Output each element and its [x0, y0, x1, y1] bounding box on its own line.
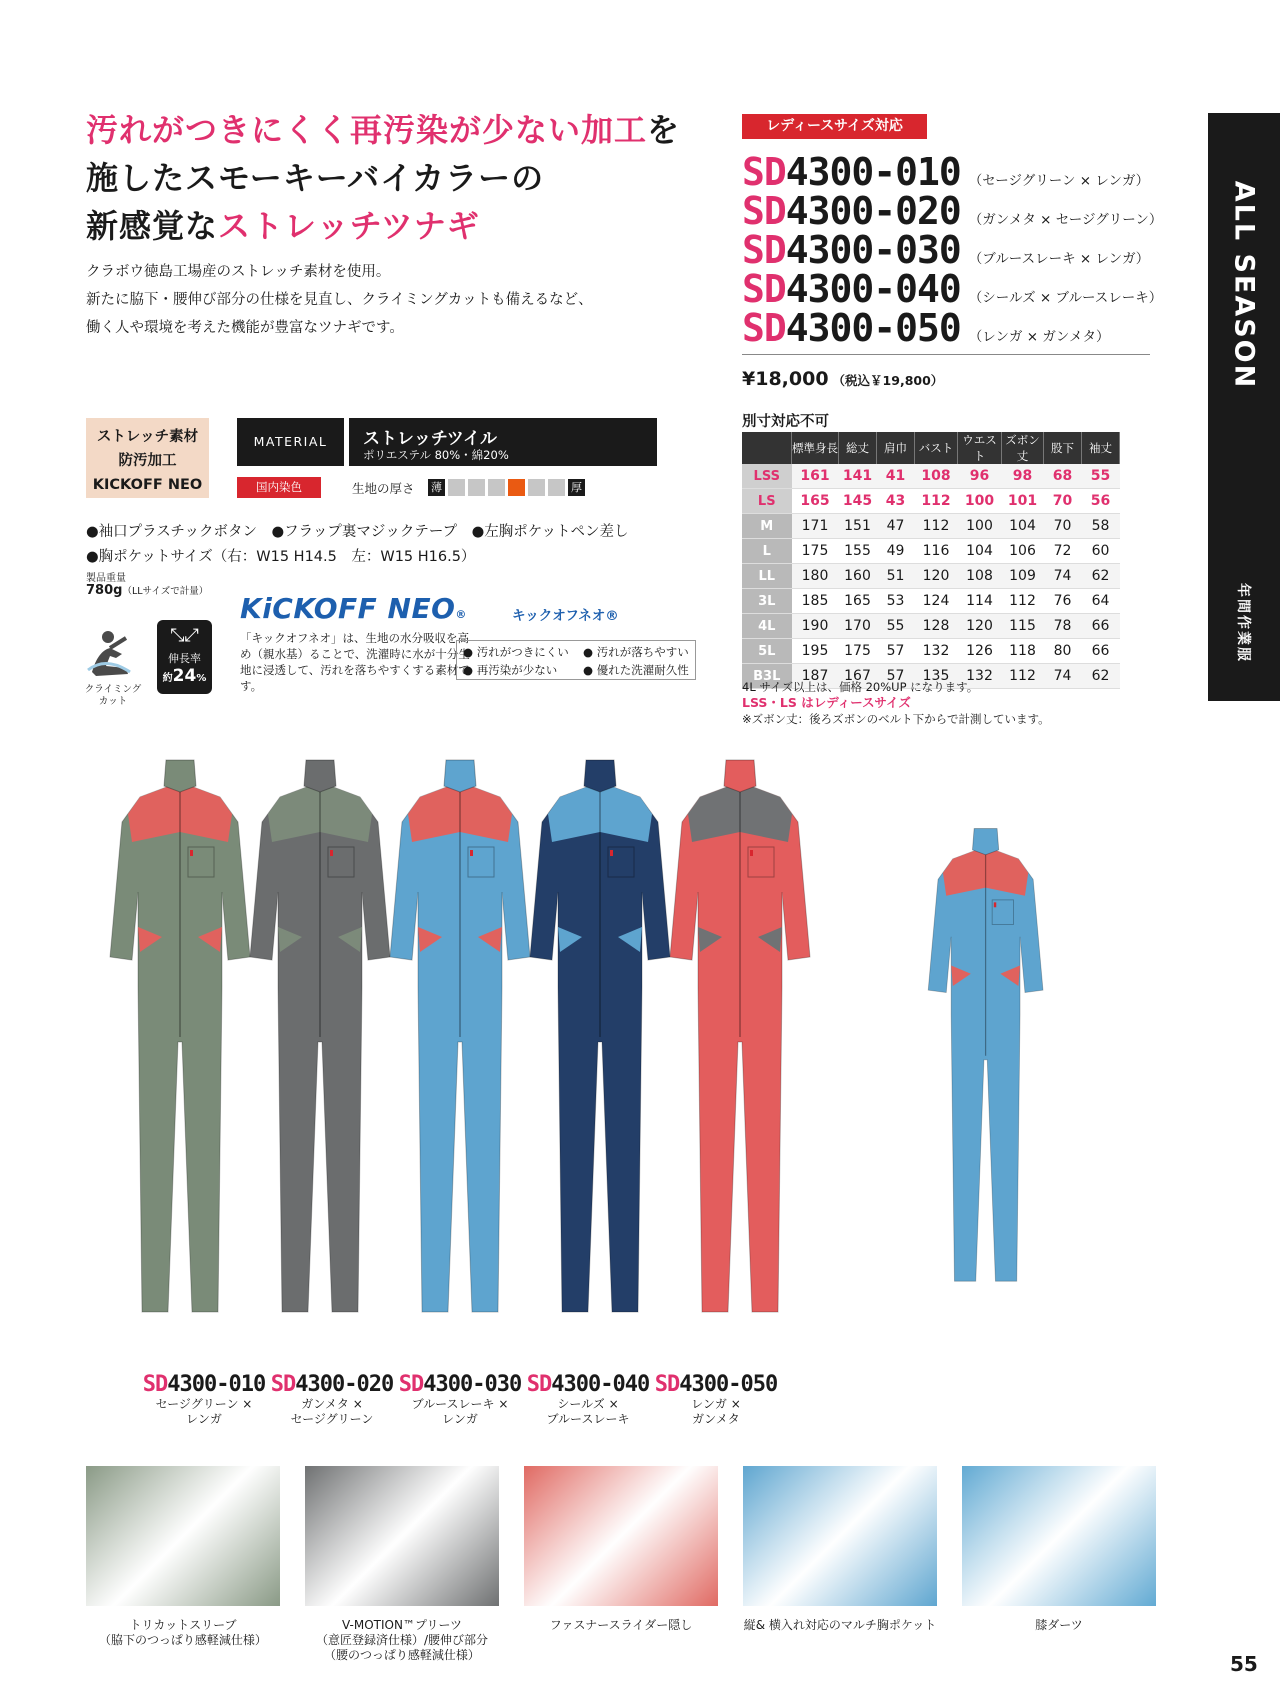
value-cell: 132 [958, 664, 1002, 689]
value-cell: 132 [915, 639, 958, 664]
benefit-item: ● 再汚染が少ない [463, 663, 558, 677]
table-row [742, 564, 1120, 589]
model-row [742, 228, 1152, 272]
detail-item [524, 1466, 718, 1663]
price-main: ¥18,000 [742, 368, 829, 390]
detail-label [86, 1618, 280, 1648]
model-color: （ブルースレーキ × レンガ） [968, 251, 1150, 267]
table-row [742, 539, 1120, 564]
detail-photo [524, 1466, 718, 1606]
product-photos [100, 752, 1190, 1372]
kickoff-logo-reg: ® [455, 608, 467, 621]
detail-label [743, 1618, 937, 1633]
model-row [742, 306, 1152, 350]
caption-prefix: SD [398, 1372, 424, 1397]
size-cell: 5L [742, 639, 792, 664]
intro-line: クラボウ徳島工場産のストレッチ素材を使用。 [86, 264, 391, 280]
coverall-collar [304, 760, 336, 792]
model-prefix: SD [742, 150, 786, 194]
detail-label [962, 1618, 1156, 1633]
value-cell: 151 [839, 514, 877, 539]
material-value [349, 418, 657, 466]
intro-line: 働く人や環境を考えた機能が豊富なツナギです。 [86, 320, 404, 336]
value-cell: 64 [1082, 589, 1120, 614]
value-cell: 80 [1044, 639, 1082, 664]
size-table-header-cell: ウエスト [958, 432, 1002, 464]
detail-photos [86, 1466, 1156, 1663]
caption-number: 4300-050 [679, 1372, 778, 1397]
size-table [742, 432, 1120, 689]
value-cell: 100 [958, 489, 1002, 514]
detail-label [305, 1618, 499, 1663]
size-cell: LSS [742, 464, 792, 489]
thickness-cell [528, 479, 545, 496]
value-cell: 74 [1044, 564, 1082, 589]
model-color: （シールズ × ブルースレーキ） [968, 290, 1163, 306]
size-table-header-cell: ズボン丈 [1002, 432, 1044, 464]
size-cell: L [742, 539, 792, 564]
kickoff-description: 「キックオフネオ」は、生地の水分吸収を高め（親水基）ることで、洗濯時に水が十分生地に浸透して、汚れを落ちやすくする素材です。 [240, 631, 470, 693]
caption-color: セージグリーン × [155, 1397, 253, 1411]
stretch-arrows-icon: ⤡⤢ [170, 625, 199, 646]
intro-text [86, 258, 593, 342]
model-number: 4300-050 [785, 306, 961, 350]
coverall-tag [330, 850, 333, 856]
coverall-tag [994, 902, 996, 907]
value-cell: 100 [958, 514, 1002, 539]
caption-color: ブルースレーキ [546, 1412, 630, 1426]
headline-line2: 施したスモーキーバイカラーの [86, 159, 545, 197]
table-row [742, 639, 1120, 664]
coverall-collar [164, 760, 196, 792]
value-cell: 116 [915, 539, 958, 564]
value-cell: 55 [1082, 464, 1120, 489]
weight-label: 製品重量 [86, 573, 126, 584]
value-cell: 78 [1044, 614, 1082, 639]
spec-line: ●袖口プラスチックボタン ●フラップ裏マジックテープ ●左胸ポケットペン差し [86, 524, 629, 540]
detail-item [86, 1466, 280, 1663]
size-cell: 3L [742, 589, 792, 614]
headline-line1-end: を [647, 111, 681, 149]
table-row [742, 614, 1120, 639]
value-cell: 41 [877, 464, 915, 489]
value-cell: 114 [958, 589, 1002, 614]
table-note: ※ズボン丈：後ろズボンのベルト下からで計測しています。 [742, 712, 1050, 726]
coverall-tag [190, 850, 193, 856]
caption-color: レンガ [186, 1412, 222, 1426]
model-number: 4300-040 [785, 267, 961, 311]
caption-number: 4300-040 [551, 1372, 650, 1397]
value-cell: 96 [958, 464, 1002, 489]
material-composition: ポリエステル 80%・綿20% [363, 448, 509, 462]
value-cell: 112 [915, 514, 958, 539]
value-cell: 74 [1044, 664, 1082, 689]
detail-photo [86, 1466, 280, 1606]
detail-photo [743, 1466, 937, 1606]
model-prefix: SD [742, 189, 786, 233]
value-cell: 112 [1002, 589, 1044, 614]
value-cell: 60 [1082, 539, 1120, 564]
model-code [742, 267, 961, 311]
value-cell: 57 [877, 639, 915, 664]
coverall-2 [250, 760, 390, 1312]
value-cell: 112 [1002, 664, 1044, 689]
coverall-tag [750, 850, 753, 856]
spec-line: ●胸ポケットサイズ（右：W15 H14.5 左：W15 H16.5） [86, 549, 476, 565]
caption-prefix: SD [526, 1372, 552, 1397]
product-caption [652, 1372, 780, 1427]
thickness-thick: 厚 [568, 479, 585, 496]
stretch-rate-badge [157, 620, 212, 694]
value-cell: 195 [792, 639, 839, 664]
value-cell: 135 [915, 664, 958, 689]
value-cell: 128 [915, 614, 958, 639]
coverall-5 [670, 760, 810, 1312]
value-cell: 104 [1002, 514, 1044, 539]
value-cell: 165 [839, 589, 877, 614]
size-table-note: 別寸対応不可 [742, 414, 829, 430]
model-color: （レンガ × ガンメタ） [968, 329, 1110, 345]
climb-label-line: カット [98, 696, 128, 707]
value-cell: 160 [839, 564, 877, 589]
value-cell: 56 [1082, 489, 1120, 514]
model-code [742, 150, 961, 194]
value-cell: 175 [839, 639, 877, 664]
size-cell: M [742, 514, 792, 539]
value-cell: 126 [958, 639, 1002, 664]
kickoff-logo-text: KiCKOFF NEO [240, 592, 456, 625]
model-code [742, 189, 961, 233]
value-cell: 70 [1044, 514, 1082, 539]
domestic-dye-badge: 国内染色 [237, 477, 321, 498]
table-note-ladies: LSS・LS はレディースサイズ [742, 695, 911, 710]
kickoff-benefits [456, 640, 696, 680]
value-cell: 161 [792, 464, 839, 489]
stretch-value: 24 [172, 666, 197, 686]
value-cell: 66 [1082, 639, 1120, 664]
detail-label [524, 1618, 718, 1633]
value-cell: 120 [915, 564, 958, 589]
coverall-3 [390, 760, 530, 1312]
value-cell: 55 [877, 614, 915, 639]
caption-color: ガンメタ × [301, 1397, 363, 1411]
thickness-cell [508, 479, 525, 496]
price [742, 368, 943, 390]
model-list [742, 150, 1163, 350]
detail-label-line: （脇下のつっぱり感軽減仕様） [99, 1633, 267, 1647]
model-number: 4300-020 [785, 189, 961, 233]
product-caption [140, 1372, 268, 1427]
detail-label-line: 縦& 横入れ対応のマルチ胸ポケット [743, 1618, 937, 1632]
benefit-item: ● 優れた洗濯耐久性 [583, 663, 689, 677]
thickness-scale [428, 479, 585, 496]
value-cell: 167 [839, 664, 877, 689]
coverall-back-view [928, 829, 1043, 1282]
size-cell: LL [742, 564, 792, 589]
kickoff-kana: キックオフネオ® [512, 608, 619, 624]
value-cell: 66 [1082, 614, 1120, 639]
intro-line: 新たに脇下・腰伸び部分の仕様を見直し、クライミングカットも備えるなど、 [86, 292, 593, 308]
caption-code [524, 1372, 652, 1397]
value-cell: 165 [792, 489, 839, 514]
value-cell: 170 [839, 614, 877, 639]
model-row [742, 150, 1152, 194]
material-name: ストレッチツイル [363, 429, 497, 449]
caption-code [652, 1372, 780, 1397]
material-label: MATERIAL [237, 418, 344, 466]
caption-code [268, 1372, 396, 1397]
feature-label: 防汚加工 [118, 453, 177, 469]
size-cell: B3L [742, 664, 792, 689]
spec-list [86, 520, 629, 570]
benefit-item: ● 汚れがつきにくい [463, 645, 569, 659]
value-cell: 171 [792, 514, 839, 539]
value-cell: 120 [958, 614, 1002, 639]
caption-code [396, 1372, 524, 1397]
value-cell: 108 [958, 564, 1002, 589]
product-caption [524, 1372, 652, 1427]
table-row [742, 464, 1120, 489]
size-cell: 4L [742, 614, 792, 639]
value-cell: 62 [1082, 564, 1120, 589]
thickness-cell [548, 479, 565, 496]
value-cell: 101 [1002, 489, 1044, 514]
caption-color: ブルースレーキ × [411, 1397, 509, 1411]
caption-number: 4300-010 [167, 1372, 266, 1397]
model-row [742, 267, 1163, 311]
value-cell: 104 [958, 539, 1002, 564]
value-cell: 118 [1002, 639, 1044, 664]
weight-value [86, 583, 208, 598]
stretch-value-wrap [157, 666, 212, 686]
caption-number: 4300-030 [423, 1372, 522, 1397]
caption-color: セージグリーン [290, 1412, 374, 1426]
thickness-cell [488, 479, 505, 496]
model-prefix: SD [742, 306, 786, 350]
detail-label-line: （意匠登録済仕様）/腰伸び部分 [315, 1633, 489, 1647]
value-cell: 62 [1082, 664, 1120, 689]
value-cell: 175 [792, 539, 839, 564]
value-cell: 70 [1044, 489, 1082, 514]
feature-label: KICKOFF NEO [92, 477, 203, 493]
value-cell: 115 [1002, 614, 1044, 639]
product-captions [140, 1372, 780, 1427]
table-row [742, 589, 1120, 614]
size-table-header-cell: 袖丈 [1082, 432, 1120, 464]
table-row [742, 514, 1120, 539]
detail-label-line: （腰のつっぱり感軽減仕様） [324, 1648, 480, 1662]
size-cell: LS [742, 489, 792, 514]
value-cell: 109 [1002, 564, 1044, 589]
value-cell: 187 [792, 664, 839, 689]
ladies-size-badge: レディースサイズ対応 [742, 114, 927, 139]
size-table-header-cell: 総丈 [839, 432, 877, 464]
weight-number: 780g [86, 583, 123, 598]
value-cell: 106 [1002, 539, 1044, 564]
model-color: （ガンメタ × セージグリーン） [968, 212, 1163, 228]
coverall-tag [610, 850, 613, 856]
product-caption [396, 1372, 524, 1427]
thickness-label: 生地の厚さ [352, 481, 415, 496]
coverall-4 [530, 760, 670, 1312]
weight-note: （LLサイズで計量） [122, 586, 209, 597]
model-row [742, 189, 1163, 233]
detail-label-line: トリカットスリーブ [129, 1618, 237, 1632]
value-cell: 76 [1044, 589, 1082, 614]
size-table-header-cell: 股下 [1044, 432, 1082, 464]
value-cell: 49 [877, 539, 915, 564]
detail-label-line: ファスナースライダー隠し [549, 1618, 693, 1632]
value-cell: 124 [915, 589, 958, 614]
value-cell: 53 [877, 589, 915, 614]
caption-code [140, 1372, 268, 1397]
climb-label-line: クライミング [84, 684, 142, 695]
coverall-tag [470, 850, 473, 856]
stretch-unit: % [196, 673, 207, 684]
caption-prefix: SD [270, 1372, 296, 1397]
value-cell: 98 [1002, 464, 1044, 489]
price-tax: （税込￥19,800） [832, 373, 944, 388]
model-prefix: SD [742, 267, 786, 311]
feature-label: ストレッチ素材 [96, 429, 199, 445]
value-cell: 47 [877, 514, 915, 539]
size-table-notes [742, 679, 1050, 727]
model-code [742, 228, 961, 272]
model-prefix: SD [742, 228, 786, 272]
caption-color: レンガ × [691, 1397, 741, 1411]
caption-color: シールズ × [557, 1397, 619, 1411]
detail-item [305, 1466, 499, 1663]
model-code [742, 306, 961, 350]
table-note: 4L サイズ以上は、価格 20%UP になります。 [742, 680, 979, 694]
value-cell: 68 [1044, 464, 1082, 489]
table-row [742, 489, 1120, 514]
model-color: （セージグリーン × レンガ） [968, 173, 1150, 189]
caption-color: ガンメタ [692, 1412, 740, 1426]
value-cell: 108 [915, 464, 958, 489]
season-label: ALL SEASON [1228, 180, 1260, 390]
caption-color: レンガ [442, 1412, 478, 1426]
detail-item [962, 1466, 1156, 1663]
coverall-1 [110, 760, 250, 1312]
thickness-cell [448, 479, 465, 496]
coverall-collar [724, 760, 756, 792]
category-label: 年間作業服 [1235, 583, 1251, 663]
size-table-header [742, 432, 1120, 464]
value-cell: 180 [792, 564, 839, 589]
value-cell: 58 [1082, 514, 1120, 539]
value-cell: 190 [792, 614, 839, 639]
size-table-header-cell: バスト [915, 432, 958, 464]
caption-prefix: SD [654, 1372, 680, 1397]
headline [86, 106, 680, 250]
value-cell: 43 [877, 489, 915, 514]
side-tab [1208, 113, 1280, 701]
size-table-header-cell: 肩巾 [877, 432, 915, 464]
divider [742, 354, 1150, 355]
thickness-thin: 薄 [428, 479, 445, 496]
climbing-cut-icon [86, 628, 136, 680]
size-table-header-cell: 標準身長 [792, 432, 839, 464]
climbing-cut-label [78, 684, 148, 708]
headline-line3-highlight: ストレッチツナギ [218, 207, 480, 245]
caption-prefix: SD [142, 1372, 168, 1397]
model-number: 4300-010 [785, 150, 961, 194]
value-cell: 57 [877, 664, 915, 689]
features-box [86, 418, 209, 498]
value-cell: 145 [839, 489, 877, 514]
stretch-label: 伸長率 [168, 652, 201, 665]
value-cell: 141 [839, 464, 877, 489]
value-cell: 51 [877, 564, 915, 589]
value-cell: 155 [839, 539, 877, 564]
stretch-prefix: 約 [162, 673, 173, 684]
value-cell: 112 [915, 489, 958, 514]
coverall-collar [444, 760, 476, 792]
page-number: 55 [1230, 1652, 1258, 1676]
detail-item [743, 1466, 937, 1663]
headline-line3-start: 新感覚な [86, 207, 219, 245]
detail-label-line: 膝ダーツ [1035, 1618, 1083, 1632]
caption-number: 4300-020 [295, 1372, 394, 1397]
benefit-item: ● 汚れが落ちやすい [583, 645, 689, 659]
detail-photo [305, 1466, 499, 1606]
model-number: 4300-030 [785, 228, 961, 272]
detail-label-line: V-MOTION™プリーツ [342, 1618, 462, 1632]
kickoff-neo-logo [240, 592, 467, 625]
value-cell: 185 [792, 589, 839, 614]
value-cell: 72 [1044, 539, 1082, 564]
size-table-header-cell [742, 432, 792, 464]
coverall-collar [972, 829, 998, 855]
headline-line1-highlight: 汚れがつきにくく再汚染が少ない加工 [86, 111, 648, 149]
thickness-cell [468, 479, 485, 496]
coverall-collar [584, 760, 616, 792]
detail-photo [962, 1466, 1156, 1606]
product-caption [268, 1372, 396, 1427]
